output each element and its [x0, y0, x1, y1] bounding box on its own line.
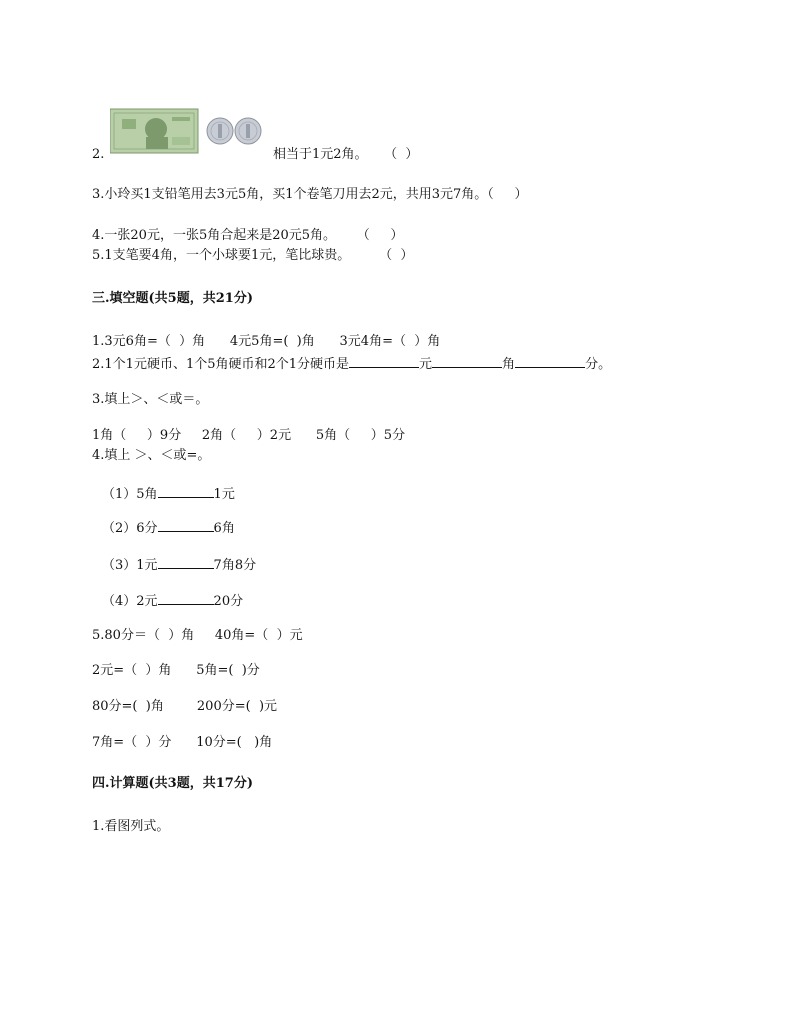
- compare-item: [102, 592, 243, 610]
- question-5: 5.1支笔要4角，一个小球要1元，笔比球贵。 （ ）: [92, 248, 414, 263]
- question-2-text: 相当于1元2角。 （ ）: [273, 147, 419, 162]
- question-2-number: 2.: [92, 147, 105, 162]
- unit-yuan: 元: [419, 357, 433, 372]
- compare-left: （4）2元: [102, 594, 158, 609]
- unit-jiao: 角: [502, 357, 516, 372]
- fill-question-2-text: 2.1个1元硬币、1个5角硬币和2个1分硬币是: [92, 357, 350, 372]
- answer-blank[interactable]: [158, 485, 214, 498]
- one-yuan-coin-image: [235, 118, 261, 144]
- section-3-heading: 三.填空题(共5题，共21分): [92, 291, 253, 306]
- fill-question-3-row: 1角（ ）9分 2角（ ）2元 5角（ ）5分: [92, 428, 406, 443]
- money-picture: [110, 107, 270, 157]
- compare-right: 1元: [213, 487, 235, 502]
- answer-blank[interactable]: [158, 592, 214, 605]
- compare-item: [102, 485, 235, 503]
- question-3: 3.小玲买1支铅笔用去3元5角，买1个卷笔刀用去2元，共用3元7角。（ ）: [92, 187, 528, 202]
- compare-right: 20分: [213, 594, 244, 609]
- answer-blank[interactable]: [158, 519, 214, 532]
- answer-blank[interactable]: [158, 556, 214, 569]
- fill-question-3: 3.填上＞、＜或＝。: [92, 392, 209, 407]
- compare-left: （1）5角: [102, 487, 158, 502]
- compare-left: （3）1元: [102, 558, 158, 573]
- answer-blank[interactable]: [515, 355, 585, 368]
- question-4: 4.一张20元，一张5角合起来是20元5角。 （ ）: [92, 228, 404, 243]
- compare-left: （2）6分: [102, 521, 158, 536]
- fill-question-4: 4.填上 ＞、＜或=。: [92, 448, 211, 463]
- answer-blank[interactable]: [432, 355, 502, 368]
- compare-right: 6角: [213, 521, 235, 536]
- unit-fen: 分。: [585, 357, 612, 372]
- fill-question-5a: 5.80分＝（ ）角 40角=（ ）元: [92, 628, 303, 643]
- compare-right: 7角8分: [213, 558, 257, 573]
- fill-question-2: [92, 355, 611, 373]
- section-4-heading: 四.计算题(共3题，共17分): [92, 776, 253, 791]
- fill-question-5c: 80分=( )角 200分=( )元: [92, 699, 278, 714]
- answer-blank[interactable]: [349, 355, 419, 368]
- compare-item: [102, 556, 256, 574]
- fill-question-5d: 7角=（ ）分 10分=( )角: [92, 735, 273, 750]
- compare-item: [102, 519, 235, 537]
- fill-question-5b: 2元=（ ）角 5角=( )分: [92, 663, 260, 678]
- one-yuan-coin-image: [207, 118, 233, 144]
- fill-question-1: 1.3元6角=（ ）角 4元5角=( )角 3元4角=（ ）角: [92, 334, 441, 349]
- calc-question-1: 1.看图列式。: [92, 819, 170, 834]
- one-yuan-banknote-image: [110, 109, 198, 153]
